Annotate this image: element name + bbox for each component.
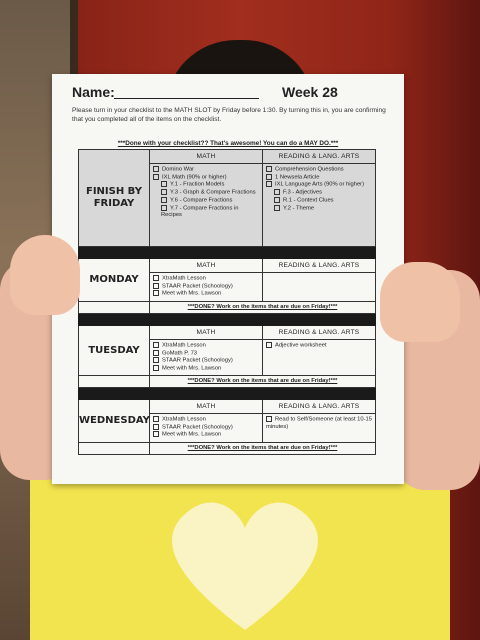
- list-item: Meet with Mrs. Lawson: [153, 290, 259, 298]
- checkbox: [153, 424, 159, 430]
- due-note: ***DONE? Work on the items that are due on Friday!***: [150, 302, 376, 314]
- checkbox: [153, 431, 159, 437]
- finish-reading-list: [263, 164, 376, 247]
- name-label: Name:: [72, 84, 115, 100]
- due-note: ***DONE? Work on the items that are due on Friday!***: [150, 376, 376, 388]
- checkbox: [274, 205, 280, 211]
- checkbox: [161, 189, 167, 195]
- col-reading: READING & LANG. ARTS: [263, 259, 376, 273]
- checkbox: [153, 416, 159, 422]
- divider-bar: [79, 247, 376, 259]
- checkbox: [153, 342, 159, 348]
- checkbox: [153, 350, 159, 356]
- checkbox: [266, 181, 272, 187]
- checkbox: [153, 357, 159, 363]
- list-item: XtraMath Lesson: [153, 416, 259, 424]
- checkbox: [161, 181, 167, 187]
- list-item: 1 Newsela Article: [266, 174, 372, 182]
- col-math: MATH: [150, 150, 263, 164]
- checkbox: [161, 197, 167, 203]
- list-item: Adjective worksheet: [266, 342, 372, 350]
- list-item: Y.7 - Compare Fractions in Recipes: [161, 205, 239, 219]
- divider-bar: [79, 388, 376, 400]
- col-math: MATH: [150, 259, 263, 273]
- name-line: [114, 98, 259, 99]
- list-item: IXL Language Arts (90% or higher): [266, 181, 372, 189]
- col-reading: READING & LANG. ARTS: [263, 326, 376, 340]
- col-reading: READING & LANG. ARTS: [263, 400, 376, 414]
- list-item: STAAR Packet (Schoology): [153, 283, 259, 291]
- left-hand: [10, 235, 80, 315]
- monday-reading-list: [263, 273, 376, 302]
- list-item: XtraMath Lesson: [153, 342, 259, 350]
- checkbox: [153, 174, 159, 180]
- wednesday-reading-list: [263, 414, 376, 443]
- list-item: Meet with Mrs. Lawson: [153, 365, 259, 373]
- due-note: ***DONE? Work on the items that are due on Friday!***: [150, 443, 376, 455]
- list-item: XtraMath Lesson: [153, 275, 259, 283]
- checkbox: [266, 342, 272, 348]
- day-monday: MONDAY: [79, 259, 150, 302]
- wednesday-math-list: [150, 414, 263, 443]
- col-math: MATH: [150, 400, 263, 414]
- divider-bar: [79, 314, 376, 326]
- col-math: MATH: [150, 326, 263, 340]
- checkbox: [161, 205, 167, 211]
- tuesday-reading-list: [263, 340, 376, 376]
- tuesday-math-list: [150, 340, 263, 376]
- right-hand: [380, 262, 460, 342]
- checklist-table: [78, 149, 376, 455]
- checkbox: [266, 166, 272, 172]
- col-reading: READING & LANG. ARTS: [263, 150, 376, 164]
- instructions: Please turn in your checklist to the MATH SLOT by Friday before 1:30. By turning this in, you are confirming that you completed all of the items on the checklist.: [72, 107, 386, 123]
- list-item: Y.6 - Compare Fractions: [153, 197, 259, 205]
- day-finish-by-friday: FINISH BY FRIDAY: [79, 150, 150, 247]
- day-tuesday: TUESDAY: [79, 326, 150, 376]
- list-item: STAAR Packet (Schoology): [153, 424, 259, 432]
- list-item: Y.3 - Graph & Compare Fractions: [153, 189, 259, 197]
- list-item: F.3 - Adjectives: [266, 189, 372, 197]
- checkbox: [274, 197, 280, 203]
- week-label: Week 28: [282, 84, 338, 100]
- list-item: R.1 - Context Clues: [266, 197, 372, 205]
- checklist-sheet: [52, 74, 404, 484]
- checkbox: [153, 275, 159, 281]
- list-item: Read to Self/Someone (at least 10-15 minutes): [266, 416, 372, 430]
- day-wednesday: WEDNESDAY: [79, 400, 150, 443]
- list-item: Comprehension Questions: [266, 166, 372, 174]
- checkbox: [153, 365, 159, 371]
- list-item: Y.1 - Fraction Models: [153, 181, 259, 189]
- checkbox: [266, 416, 272, 422]
- list-item: Y.2 - Theme: [266, 205, 372, 213]
- checkbox: [266, 174, 272, 180]
- finish-math-list: [150, 164, 263, 247]
- list-item: Meet with Mrs. Lawson: [153, 431, 259, 439]
- done-banner: ***Done with your checklist?? That's awesome! You can do a MAY DO.***: [117, 140, 339, 147]
- monday-math-list: [150, 273, 263, 302]
- checkbox: [274, 189, 280, 195]
- list-item: IXL Math (90% or higher): [153, 174, 259, 182]
- list-item: Domino War: [153, 166, 259, 174]
- heart-print: [150, 480, 340, 640]
- checkbox: [153, 166, 159, 172]
- checkbox: [153, 290, 159, 296]
- checkbox: [153, 283, 159, 289]
- list-item: STAAR Packet (Schoology): [153, 357, 259, 365]
- list-item: GoMath P. 73: [153, 350, 259, 358]
